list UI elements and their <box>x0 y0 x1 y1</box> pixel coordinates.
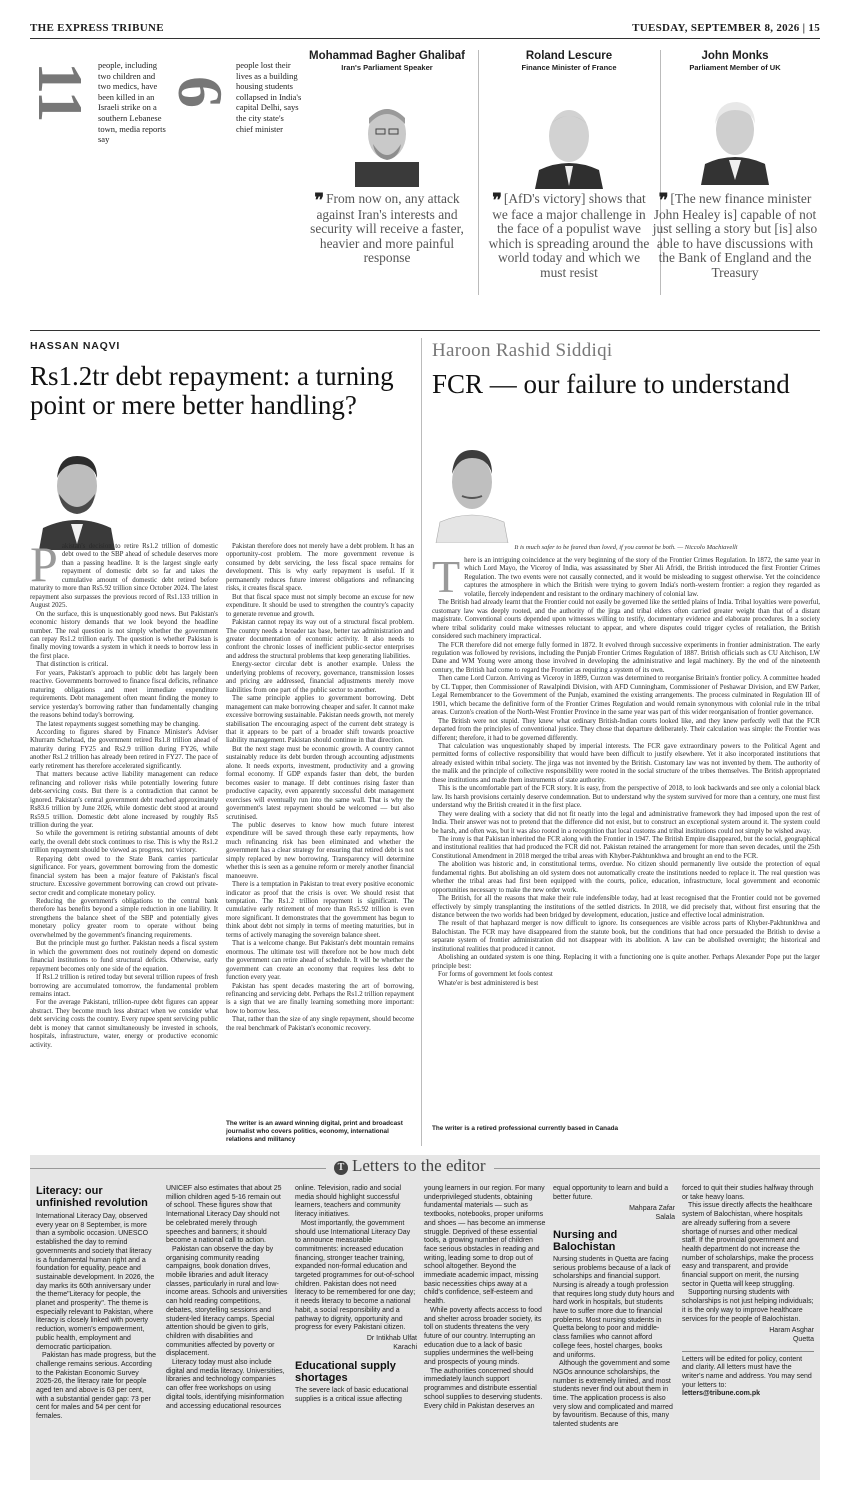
article1-author: HASSAN NAQVI <box>30 340 121 352</box>
letter2-paragraph: equal opportunity to learn and build a better future. <box>553 1185 669 1201</box>
article1-column-1 <box>30 536 218 1050</box>
top-rule <box>30 38 820 39</box>
letter1-title: Literacy: our unfinished revolution <box>36 1185 148 1209</box>
letters-policy-note: Letters will be edited for policy, content and clarity. All letters must have the writer's name and address. You may send your letters to: <box>682 1355 812 1389</box>
letter1-signature-name: Dr Intikhab Ulfat <box>366 1334 417 1342</box>
article1-paragraph: For the average Pakistani, trillion-rupee debt figures can appear abstract. They become much less abstract when we consider what debt servicing costs the country. Every rupee spent servicing public debt is money that cannot simultaneously be invested in schools, hospitals, infrastructure, water, energy or productive economic activity. <box>30 999 218 1049</box>
letter3-title: Nursing and Balochistan <box>553 1228 618 1253</box>
quote-text-2 <box>484 192 654 281</box>
article1-paragraph: For years, Pakistan's approach to public debt has largely been reactive. Governments borrowed to finance fiscal deficits, refinance maturing obligations and meet immediate expenditure requirements. Debt management often meant finding the money to service yesterday's borrowing rather than fundamentally changing the reasons behind today's borrowing. <box>30 669 218 720</box>
article2-verse-line: For forms of government let fools contest <box>438 971 553 979</box>
quote-body-2: [AfD's victory] shows that we face a major challenge in the face of a populist wave which is spreading around the world today and which we must resist <box>488 191 650 280</box>
article1-paragraph: Pakistan has spent decades mastering the art of borrowing, refinancing and servicing debt. Perhaps the Rs1.2 trillion repayment is a sign that we are finally learning something more important: how to borrow less. <box>226 982 414 1015</box>
quote-name-3: John Monks <box>701 50 769 62</box>
article1-paragraph: The same principle applies to government borrowing. Debt management can make borrowing cheaper and safer. It cannot make excessive borrowing sustainable. Pakistan needs growth, not merely stabilisation The encouraging aspect of the current debt strategy is that it appears to be part of a broader shift towards proactive liability management. Pakistan should continue in that direction. <box>226 695 414 745</box>
article1-paragraph: If Rs1.2 trillion is retired today but several trillion rupees of fresh borrowing are accumulated tomorrow, the fundamental problem remains intact. <box>30 974 218 999</box>
quote-block-2 <box>484 50 654 189</box>
article1-paragraph: That, rather than the size of any single repayment, should become the real benchmark of Pakistan's economic recovery. <box>226 1016 414 1032</box>
article1-paragraph: That distinction is critical. <box>36 661 109 669</box>
portrait-siddiqi <box>432 438 512 543</box>
letter2-paragraph: The authorities concerned should immediately launch support programmes and distribute essential school supplies to deserving students. Every child in Pakistan deserves an <box>424 1367 543 1410</box>
article2-body <box>432 551 820 988</box>
policy-divider <box>682 1351 814 1352</box>
letter1-signature-place: Karachi <box>393 1343 417 1351</box>
article1-dropcap: P <box>30 536 58 592</box>
date-page: TUESDAY, SEPTEMBER 8, 2026 | 15 <box>632 22 820 34</box>
article2-paragraph: here is an intriguing coincidence at the very beginning of the story of the Frontier Crimes Regulation. In 1872, the same year in which Lord Mayo, the Viceroy of India, was assassinated by Sher Ali Afridi, the British introduced the first Frontier Crimes Regulation. The two events were not causally connected, and it would be misleading to suggest otherwise. Yet the coincidence captures the atmosphere in which the British were trying to govern India's north-western frontier: a region they regarded as volatile, fiercely independent and resistant to the ordinary machinery of colonial law. <box>464 557 820 598</box>
letter1-paragraph: Pakistan has made progress, but the challenge remains serious. According to the Pakistan Economic Survey 2025-26, the literacy rate for people aged ten and above is 63 per cent, with a substantial gender gap: 73 per cent for males and 54 per cent for females. <box>36 1352 157 1421</box>
article1-paragraph: Reducing the government's obligations to the central bank therefore has benefits beyond a simple reduction in one liability. It strengthens the balance sheet of the SBP and potentially gives monetary policy greater room to operate without being overwhelmed by the government's financing requirements. <box>30 898 218 939</box>
letters-column-3 <box>295 1185 417 1405</box>
tribune-logo-icon: T <box>334 1161 348 1175</box>
letter1-paragraph: Pakistan can observe the day by organising community reading campaigns, book donation drives, mobile libraries and adult literacy classes, particularly in rural and low-income areas. Schools and universities can hold reading competitions, debates, storytelling sessions and student-led literacy camps. Special attention should be given to girls, children with disabilities and communities affected by poverty or displacement. <box>166 1245 288 1358</box>
article2-author: Haroon Rashid Siddiqi <box>432 340 613 361</box>
section-rule-1 <box>30 330 820 331</box>
letter3-paragraph: Nursing students in Quetta are facing serious problems because of a lack of scholarships and financial support. Nursing is already a tough profession that requires long study duty hours and hard work in hospitals, but students have to suffer more due to financial problems. Most nursing students in Quetta belong to poor and middle-class families who cannot afford college fees, hostel charges, books and uniforms. <box>553 1255 675 1359</box>
article1-paragraph: But the principle must go further. Pakistan needs a fiscal system in which the government does not routinely depend on domestic financial institutions to fund structural deficits. Otherwise, early repayment becomes only one side of the equation. <box>30 940 218 973</box>
article1-paragraph: Repaying debt owed to the State Bank carries particular significance. For years, government borrowing from the domestic financial system has been a major feature of Pakistan's fiscal structure. Excessive government borrowing can crowd out private-sector credit and complicate monetary policy. <box>30 855 218 897</box>
letter3-paragraph: forced to quit their studies halfway through or take heavy loans. <box>682 1185 814 1201</box>
stat-number-1: 11 <box>25 62 96 123</box>
quote-role-1: Iran's Parliament Speaker <box>341 63 433 72</box>
quote-role-3: Parliament Member of UK <box>689 63 781 72</box>
letter3-paragraph: This issue directly affects the healthcare system of Balochistan, where hospitals are already suffering from a severe shortage of nurses and other medical staff. If the provincial government and health department do not increase the number of scholarships, make the process easy and transparent, and provide financial support on merit, the nursing sector in Quetta will keep struggling. <box>682 1202 814 1288</box>
article2-paragraph: The irony is that Pakistan inherited the FCR along with the Frontier in 1947. The British Empire disappeared, but the social, geographical and institutional realities that had produced the FCR did not. Pakistan retained the arrangement for more than seven decades, until the 25th Constitutional Amendment in 2018 merged the tribal areas with Khyber-Pakhtunkhwa and brought an end to the FCR. <box>432 835 820 860</box>
article2-paragraph: The British had already learnt that the Frontier could not easily be governed like the settled plains of India. Tribal loyalties were powerful, customary law was deeply rooted, and the authority of the jirga and tribal elders often carried greater weight than that of a distant magistrate. Conventional courts depended upon witnesses willing to testify, documentary evidence and elaborate procedures. In a society where tribal solidarity could make witnesses reluctant to appear, and where disputes could trigger cycles of retaliation, the British considered such machinery impractical. <box>432 599 820 641</box>
article2-verse-line: Whate'er is best administered is best <box>438 979 539 987</box>
article2-dropcap: T <box>432 551 461 602</box>
quote-body-3: [The new finance minister John Healey is] capable of not just selling a story but [is] also able to have discussions with the Bank of England and the Treasury <box>652 191 818 280</box>
letter2-paragraph: young learners in our region. For many underprivileged students, obtaining fundamental materials — such as textbooks, notebooks, proper uniforms and shoes — has become an immense struggle. Deprived of these essential tools, a growing number of children face serious obstacles in reading and writing, leading some to drop out of school altogether. Beyond the immediate academic impact, missing basic necessities chips away at a child's confidence, self-esteem and health. <box>424 1185 546 1306</box>
letter1-paragraph: International Literacy Day, observed every year on 8 September, is more than a symbolic occasion. UNESCO established the day to remind governments and society that literacy is a fundamental human right and a foundation for equality, peace and sustainable development. In 2026, the day marks its 60th anniversary under the theme"Literacy for people, the planet and prosperity". The theme is especially relevant to Pakistan, where literacy is closely linked with poverty reduction, women's empowerment, public health, employment and democratic participation. <box>36 1213 155 1351</box>
article2-paragraph: The FCR therefore did not emerge fully formed in 1872. It evolved through successive experiments in frontier administration. The early regulation was followed by revisions, including the Punjab Frontier Crimes Regulation of 1887. British officials such as CU Aitchison, LW Dane and WM Young were among those involved in developing the administrative and legal machinery. By the end of the nineteenth century, the British had come to regard the Frontier as requiring a system of its own. <box>432 641 820 674</box>
letter2-signature-name: Mahpara Zafar <box>629 1205 675 1213</box>
article2-paragraph: The British, for all the reasons that make their rule indefensible today, had at least recognised that the Frontier could not be governed effectively by simply transplanting the institutions of the settled districts. In 2018, we did precisely that, without first ensuring that the distance between the two worlds had been bridged by development, education, justice and effective local administration. <box>432 895 820 920</box>
article1-paragraph: Energy-sector circular debt is another example. Unless the underlying problems of recovery, governance, transmission losses and pricing are addressed, financial adjustments merely move liabilities from one part of the public sector to another. <box>226 661 414 694</box>
paper-name: THE EXPRESS TRIBUNE <box>30 22 164 34</box>
letter2-paragraph: While poverty affects access to food and shelter across broader society, its toll on students threatens the very future of our country. Interrupting an education due to a lack of basic supplies undermines the well-being and prospects of young minds. <box>424 1306 542 1367</box>
article1-column-2 <box>226 543 414 1033</box>
letter3-signature-name: Haram Asghar <box>769 1327 814 1335</box>
article1-endnote: The writer is an award winning digital, print and broadcast journalist who covers politics, economy, international relations and militancy <box>226 1120 403 1143</box>
letters-email-link[interactable]: letters@tribune.com.pk <box>682 1390 761 1398</box>
article2-paragraph: The result of that haphazard merger is now difficult to ignore. Its consequences are visible across parts of Khyber-Pakhtunkhwa and Balochistan. The FCR may have disappeared from the statute book, but the conditions that had once persuaded the British to devise a separate system of frontier administration did not disappear with its abolition. A law can be abolished overnight; the historical and institutional realities that produced it cannot. <box>432 920 820 953</box>
article1-headline: Rs1.2tr debt repayment: a turning point or mere better handling? <box>30 361 394 420</box>
stat-number-2: 6 <box>165 76 236 108</box>
quote-mark-icon: ❞ <box>314 190 325 210</box>
letters-title-box <box>326 1156 494 1176</box>
letters-column-2 <box>166 1185 288 1411</box>
quote-body-1: From now on, any attack against Iran's interests and security will receive a faster, heavier and more painful response <box>310 191 464 266</box>
article1-paragraph: Pakistan cannot repay its way out of a structural fiscal problem. The country needs a broader tax base, better tax administration and greater documentation of economic activity. It also needs to confront the chronic losses of inefficient public-sector enterprises and address the structural problems that keep generating liabilities. <box>226 619 414 660</box>
article1-paragraph: akistan's decision to retire Rs1.2 trillion of domestic debt owed to the SBP ahead of schedule deserves more than a passing headline. It is the largest single early repayment of domestic debt so far and takes the cumulative amount of domestic debt retired before maturity to more than Rs5.92 trillion since October 2024. The latest repayment also surpasses the previous record of Rs1.133 trillion in August 2025. <box>30 543 218 610</box>
letter1-paragraph: Most importantly, the government should use International Literacy Day to announce measurable commitments: increased education financing, stronger teacher training, expanded non-formal education and targeted programmes for out-of-school children. Pakistan does not need literacy to be remembered for one day; it needs literacy to become a national habit, a social responsibility and a pathway to dignity, opportunity and progress for every Pakistani citizen. <box>295 1219 416 1332</box>
article2-epigraph: It is much safer to be feared than loved, if you cannot be both. — Niccolo Machiavelli <box>514 544 738 551</box>
quote-name-2: Roland Lescure <box>525 50 613 62</box>
quote-text-1 <box>302 192 472 266</box>
article1-paragraph: That matters because active liability management can reduce refinancing and rollover risks while potentially lowering future debt-servicing costs. But there is a contradiction that cannot be ignored. Pakistan's central government debt reached approximately Rs83.6 trillion by June 2026, while domestic debt stood at around Rs59.5 trillion. Domestic debt alone increased by roughly Rs5 trillion during the year. <box>30 771 218 829</box>
article1-paragraph: There is a temptation in Pakistan to treat every positive economic indicator as proof that the crisis is over. We should resist that temptation. The Rs1.2 trillion repayment is significant. The cumulative early retirement of more than Rs5.92 trillion is even more significant. It demonstrates that the government has begun to think about debt not simply in terms of meeting maturities, but in terms of actively managing the sovereign balance sheet. <box>226 881 414 939</box>
letters-column-6 <box>682 1185 814 1399</box>
letters-column-4 <box>424 1185 546 1411</box>
letter1-paragraph: UNICEF also estimates that about 25 million children aged 5-16 remain out of school. These figures show that International Literacy Day should not be celebrated merely through speeches and banners; it should become a national call to action. <box>166 1185 282 1245</box>
letter3-paragraph: Supporting nursing students with scholarships is not just helping individuals; it is the only way to improve healthcare services for the people of Balochistan. <box>682 1289 814 1323</box>
portrait-lescure <box>529 94 609 189</box>
article1-paragraph: Pakistan therefore does not merely have a debt problem. It has an opportunity-cost problem. The more government revenue is consumed by debt servicing, the less fiscal space remains for development. This is why early repayment is useful. If it permanently reduces future interest obligations and refinancing risks, it creates fiscal space. <box>226 543 414 593</box>
quote-role-2: Finance Minister of France <box>521 63 617 72</box>
quote-block-1 <box>302 50 472 187</box>
letters-column-1 <box>36 1185 158 1422</box>
stat-text-1: people, including two children and two medics, have been killed in an Israeli strike on a southern Lebanese town, media reports say <box>98 60 166 145</box>
article1-paragraph: On the surface, this is unquestionably good news. But Pakistan's economic history demands that we look beyond the headline number. The real question is not simply whether the government can repay Rs1.2 trillion early. The question is whether Pakistan is finally moving towards a system in which it needs to borrow less in the first place. <box>30 610 218 660</box>
quote-block-3 <box>650 50 820 185</box>
article2-paragraph: The abolition was historic and, in constitutional terms, overdue. No citizen should permanently live outside the protection of equal fundamental rights. But abolishing an old system does not automatically create the institutions needed to replace it. The real question was whether the tribal areas had first been equipped with the courts, police, education, infrastructure, local government and economic opportunities necessary to make the new order work. <box>432 861 820 894</box>
article1-paragraph: According to figures shared by Finance Minister's Adviser Khurram Schehzad, the government retired Rs1.8 trillion ahead of maturity during FY25 and Rs2.9 trillion during FY26, while another Rs1.2 trillion has already been retired in FY27. The pace of early retirement has therefore accelerated significantly. <box>30 728 218 770</box>
letter3-signature-place: Quetta <box>792 1335 814 1343</box>
stat-text-2: people lost their lives as a building housing students collapsed in India's capital Delhi, says the city state's chief minister <box>236 60 302 134</box>
quote-mark-icon: ❞ <box>658 190 669 210</box>
article2-paragraph: The British were not stupid. They knew what ordinary British-Indian courts looked like, and they knew perfectly well that the FCR departed from the principles of conventional justice. They chose that departure deliberately. Their calculation was simple: the Frontier was different; therefore, it had to be governed differently. <box>432 717 820 742</box>
letters-title: Letters to the editor <box>352 1156 486 1175</box>
article2-paragraph: Then came Lord Curzon. Arriving as Viceroy in 1899, Curzon was determined to reorganise Britain's frontier policy. A committee headed by CL Tupper, then Commissioner of Rawalpindi Division, with AFD Cunningham, Commissioner of Peshawar Division, and EW Parker, Legal Remembrancer to the Government of the Punjab, examined the existing arrangements. The process culminated in Regulation III of 1901, which became the definitive form of the Frontier Crimes Regulation and would remain synonymous with colonial rule in the tribal areas. Curzon's creation of the North-West Frontier Province in the same year was part of this wider reorganisation of frontier governance. <box>432 675 820 717</box>
article2-paragraph: That calculation was unquestionably shaped by imperial interests. The FCR gave extraordinary powers to the Political Agent and permitted forms of collective responsibility that would have been difficult to justify elsewhere. Yet it also incorporated institutions that already existed within tribal society. The jirga was not invented by the British. Customary law was not invented by them. The authority of the malik and the principle of collective responsibility were rooted in the social structure of the tribes themselves. The British appropriated these institutions and made them instruments of state authority. <box>432 742 820 784</box>
letter1-paragraph: online. Television, radio and social media should highlight successful learners, teachers and community literacy initiatives. <box>295 1185 402 1219</box>
letter3-paragraph: Although the government and some NGOs announce scholarships, the number is extremely limited, and most students never find out about them in time. The application process is also very slow and complicated and marred by favouritism. Because of this, many talented students are <box>553 1360 673 1429</box>
article1-paragraph: But that fiscal space must not simply become an excuse for new expenditure. It should be used to strengthen the country's capacity to generate revenue and growth. <box>226 593 414 618</box>
article1-paragraph: But the next stage must be economic growth. A country cannot sustainably reduce its debt burden through accounting adjustments alone. It needs exports, investment, productivity and a growing formal economy. If GDP expands faster than debt, the burden becomes easier to manage. If debt continues rising faster than productive capacity, even apparently successful debt management exercises will eventually run into the same wall. That is why the government's latest repayment should be welcomed — but also scrutinised. <box>226 745 414 821</box>
letters-column-5 <box>553 1185 675 1430</box>
article2-paragraph: This is the uncomfortable part of the FCR story. It is easy, from the perspective of 2018, to look backwards and see only a colonial black law. Its harsh provisions certainly deserve condemnation. But to understand why the system survived for more than a century, one must first understand why the British created it in the first place. <box>432 785 820 810</box>
article2-paragraph: Abolishing an outdated system is one thing. Replacing it with a functioning one is quite another. Perhaps Alexander Pope put the larger principle best: <box>432 954 820 970</box>
article1-paragraph: So while the government is retiring substantial amounts of debt early, the overall debt stock continues to rise. This is why the Rs1.2 trillion repayment should be viewed as progress, not victory. <box>30 830 218 855</box>
portrait-naqvi <box>35 440 120 550</box>
portrait-monks <box>695 90 775 185</box>
article-divider <box>421 338 422 1146</box>
article1-paragraph: The public deserves to know how much future interest expenditure will be saved through these early repayments, how much refinancing risk has been eliminated and whether the government has a clear strategy for ensuring that retired debt is not simply replaced by new borrowing. Transparency will determine whether this is seen as a genuine reform or merely another financial manoeuvre. <box>226 821 414 880</box>
quote-divider-1 <box>478 50 479 295</box>
letter2-paragraph: The severe lack of basic educational supplies is a critical issue affecting <box>295 1387 409 1404</box>
quote-name-1: Mohammad Bagher Ghalibaf <box>309 50 465 62</box>
letter2-signature-place: Salala <box>655 1214 675 1222</box>
article1-paragraph: The latest repayments suggest something may be changing. <box>36 720 200 728</box>
article2-headline: FCR — our failure to understand <box>432 369 790 399</box>
article1-paragraph: That is a welcome change. But Pakistan's debt mountain remains enormous. The ultimate test will therefore not be how much debt the government can retire ahead of schedule. It will be whether the government can create an economy that requires less debt to function every year. <box>226 940 414 982</box>
quote-mark-icon: ❞ <box>492 190 502 210</box>
quote-text-3 <box>650 192 820 281</box>
letter1-paragraph: Literacy today must also include digital and media literacy. Universities, libraries and technology companies can offer free workshops on using digital tools, identifying misinformation and accessing educational resources <box>166 1359 285 1410</box>
portrait-ghalibaf <box>347 92 427 187</box>
letter2-title: Educational supply shortages <box>295 1360 396 1385</box>
article2-endnote: The writer is a retired professional currently based in Canada <box>432 1125 619 1132</box>
article2-paragraph: They were dealing with a society that did not fit neatly into the legal and administrative framework they had imposed upon the rest of India. Their answer was not to pretend that the difference did not exist, but to construct an exceptional system around it. The system could be harsh, and often was, but it was also rooted in a recognition that local customs and tribal institutions could not simply be wished away. <box>432 810 820 835</box>
